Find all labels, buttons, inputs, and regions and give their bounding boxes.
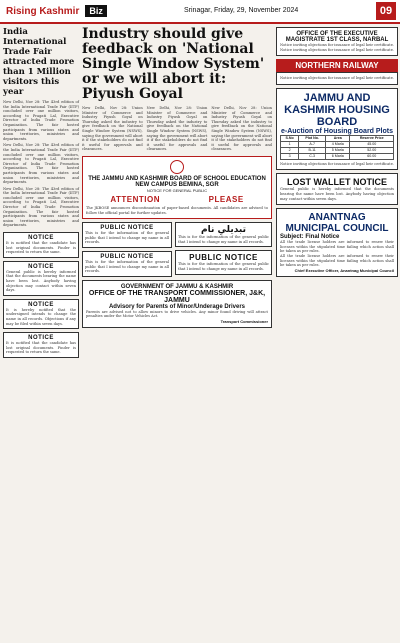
govt-subject: Advisory for Parents of Minor/Underage Drivers xyxy=(108,303,246,310)
public-notice-title: PUBLIC NOTICE xyxy=(100,253,154,260)
magistrate-text: Notice inviting objections for issuance of legal heir certificate. xyxy=(280,43,395,47)
lost-wallet-title: LOST WALLET NOTICE xyxy=(287,177,387,188)
railway-text: Notice inviting objections for issuance of legal heir certificate. xyxy=(280,76,395,81)
jkbose-subtitle: NOTICE FOR GENERAL PUBLIC xyxy=(146,187,208,193)
anc-text: All the trade license holders are informed to renew their licenses within the stipulated time failing which action shall be taken as per rules. xyxy=(280,240,394,254)
railway-tender xyxy=(276,72,398,85)
notice-title: NOTICE xyxy=(28,301,54,308)
public-notice-title: PUBLIC NOTICE xyxy=(100,225,154,232)
table-row xyxy=(281,153,394,159)
notice-box xyxy=(3,261,79,296)
col-header: Area xyxy=(326,135,350,141)
public-notice-text: This is for the information of the general public that I intend to change my name in all records. xyxy=(85,231,169,245)
story-text: New Delhi, Nov 28: The 43rd edition of the India International Trade Fair (IITF) concluded over one million visitors, according to Pragati Lal, Executive Director of India Trade Promotion Organisation. The fair hosted participants from various states and union territories, ministries and departments. xyxy=(3,100,79,141)
notice-text: It is hereby notified that the undersigned intends to change the name in all records. Objections if any may be filed within seven days. xyxy=(6,307,76,326)
notice-title: NOTICE xyxy=(28,235,54,242)
public-notice-large xyxy=(175,250,272,274)
cell: 2 xyxy=(281,147,299,153)
plots-table xyxy=(280,135,394,160)
story-text-cont2: New Delhi, Nov 28: The 43rd edition of the India International Trade Fair (IITF) concluded over one million visitors, according to Pragati Lal, Executive Director of India Trade Promotion Organisation. The fair hosted participants from various states and union territories, ministries and departments. xyxy=(3,186,79,228)
main-text-col: New Delhi, Nov 28: Union Minister of Commerce and Industry Piyush Goyal on Thursday asked the industry to give feedback on the National Single Window System (NSWS), saying the government will abort it if the stakeholders do not find it useful for approvals and clearances. xyxy=(211,106,272,152)
jkbose-emblem-icon xyxy=(170,160,184,174)
notice-title: NOTICE xyxy=(28,335,54,342)
story-text-cont: New Delhi, Nov 28: The 43rd edition of the India International Trade Fair (IITF) concluded over one million visitors, according to Pragati Lal, Executive Director of India Trade Promotion Organisation. The fair hosted participants from various states and union territories, ministries and departments. xyxy=(3,143,79,185)
lost-wallet-notice xyxy=(276,173,398,205)
col-header: Plot No. xyxy=(299,135,326,141)
notice-box xyxy=(3,332,79,358)
page-number: 09 xyxy=(376,2,396,20)
cell: 52.00 xyxy=(350,147,394,153)
dateline: Srinagar, Friday, 29, November 2024 xyxy=(184,7,299,14)
notice-box xyxy=(3,299,79,329)
public-notice xyxy=(82,222,172,248)
right-column xyxy=(276,27,398,280)
public-notice-text: This is for the information of the general public that I intend to change my name in all records. xyxy=(178,262,269,271)
cell: A-7 xyxy=(299,141,326,147)
left-column xyxy=(3,27,79,361)
jkbose-text: The JKBOSE announces discontinuation of paper-based documents. All candidates are advised to follow the official portal for further updates. xyxy=(86,205,268,215)
housing-board-title: JAMMU AND KASHMIR HOUSING BOARD xyxy=(284,91,390,128)
jkbose-title: THE JAMMU AND KASHMIR BOARD OF SCHOOL EDUCATION NEW CAMPUS BEMINA, SGR xyxy=(88,175,266,188)
col-header: S.No xyxy=(281,135,299,141)
govt-subtitle: OFFICE OF THE TRANSPORT COMMISSIONER, J&K, JAMMU xyxy=(88,289,266,304)
urdu-text: This is for the information of the general public that I intend to change my name in all records. xyxy=(178,235,269,244)
main-text-col: New Delhi, Nov 28: Union Minister of Commerce and Industry Piyush Goyal on Thursday asked the industry to give feedback on the National Single Window System (NSWS), saying the government will abort it if the stakeholders do not find it useful for approvals and clearances. xyxy=(146,106,208,152)
anc-title: ANANTNAG MUNICIPAL COUNCIL xyxy=(285,212,389,235)
masthead-logo: Rising Kashmir xyxy=(6,5,80,17)
cell: B-11 xyxy=(299,147,326,153)
section-label: Biz xyxy=(85,5,107,17)
cell: C-3 xyxy=(299,153,326,159)
public-notice xyxy=(82,251,172,277)
northern-railway-banner: NORTHERN RAILWAY xyxy=(276,59,398,72)
govt-title: GOVERNMENT OF JAMMU & KASHMIR xyxy=(120,283,234,290)
govt-text: Parents are advised not to allow minors to drive vehicles. Any minor found driving will attract penalties under the Motor Vehicles Act. xyxy=(86,309,268,319)
cell: 6 Marla xyxy=(326,153,350,159)
notice-box xyxy=(3,232,79,258)
center-column xyxy=(82,27,272,331)
cell: 5 Marla xyxy=(326,147,350,153)
jkbose-notice xyxy=(82,156,272,219)
cell: 4 Marla xyxy=(326,141,350,147)
magistrate-title: OFFICE OF THE EXECUTIVE MAGISTRATE 1ST CLASS, NARBAL xyxy=(285,31,389,43)
anc-notice xyxy=(276,208,398,277)
col-header: Reserve Price xyxy=(350,135,394,141)
public-notice-text: This is for the information of the general public that I intend to change my name in all records. xyxy=(85,259,169,274)
transport-notice xyxy=(82,280,272,328)
cell: 3 xyxy=(281,153,299,159)
lost-wallet-text: General public is hereby informed that the documents bearing the name have been lost. Anybody having objection may contact within seven days. xyxy=(280,187,394,201)
magistrate-notice xyxy=(276,27,398,56)
govt-signatory: Transport Commissioner xyxy=(220,318,268,324)
urdu-headline: تبدیلیِ نام xyxy=(201,225,246,236)
public-notice-title: PUBLIC NOTICE xyxy=(189,253,258,263)
main-text-col: New Delhi, Nov 28: Union Minister of Commerce and Industry Piyush Goyal on Thursday asked the industry to give feedback on the National Single Window System (NSWS), saying the government will abort it if the stakeholders do not find it useful for approvals and clearances. xyxy=(82,106,143,152)
main-headline: Industry should give feedback on 'National Single Window System' or we will abort it: Piyush Goyal xyxy=(82,26,265,102)
urdu-notice xyxy=(175,222,272,247)
notice-text: It is notified that the candidate has lost original documents. Finder is requested to return the same. xyxy=(6,241,76,255)
please-label: PLEASE xyxy=(208,194,244,204)
cell: 60.00 xyxy=(350,153,394,159)
notice-text: It is notified that the candidate has lost original documents. Finder is requested to return the same. xyxy=(6,341,76,355)
cell: 45.00 xyxy=(350,141,394,147)
attention-label: ATTENTION xyxy=(110,194,160,204)
cell: 1 xyxy=(281,141,299,147)
housing-board-notice xyxy=(276,88,398,171)
notice-title: NOTICE xyxy=(28,263,54,270)
anc-signatory: Chief Executive Officer, Anantnag Municipal Council xyxy=(294,267,394,273)
anc-subject: Subject: Final Notice xyxy=(280,234,340,241)
anc-text-cont: All the trade license holders are informed to renew their licenses within the stipulated time failing which action shall be taken as per rules. xyxy=(280,253,394,268)
newspaper-header xyxy=(0,0,400,24)
magistrate-text-cont: Notice inviting objections for issuance of legal heir certificate. xyxy=(280,47,395,52)
main-story-body xyxy=(82,106,272,152)
housing-board-subtitle: e-Auction of Housing Board Plots xyxy=(281,127,393,135)
notice-text: General public is hereby informed that the documents bearing the name have been lost. Anybody having objection may contact within seven days. xyxy=(6,269,76,293)
story-headline: India International Trade Fair attracted more than 1 Million visitors this year xyxy=(3,27,75,97)
housing-text: Notice inviting objections for issuance of legal heir certificate. xyxy=(280,161,395,166)
